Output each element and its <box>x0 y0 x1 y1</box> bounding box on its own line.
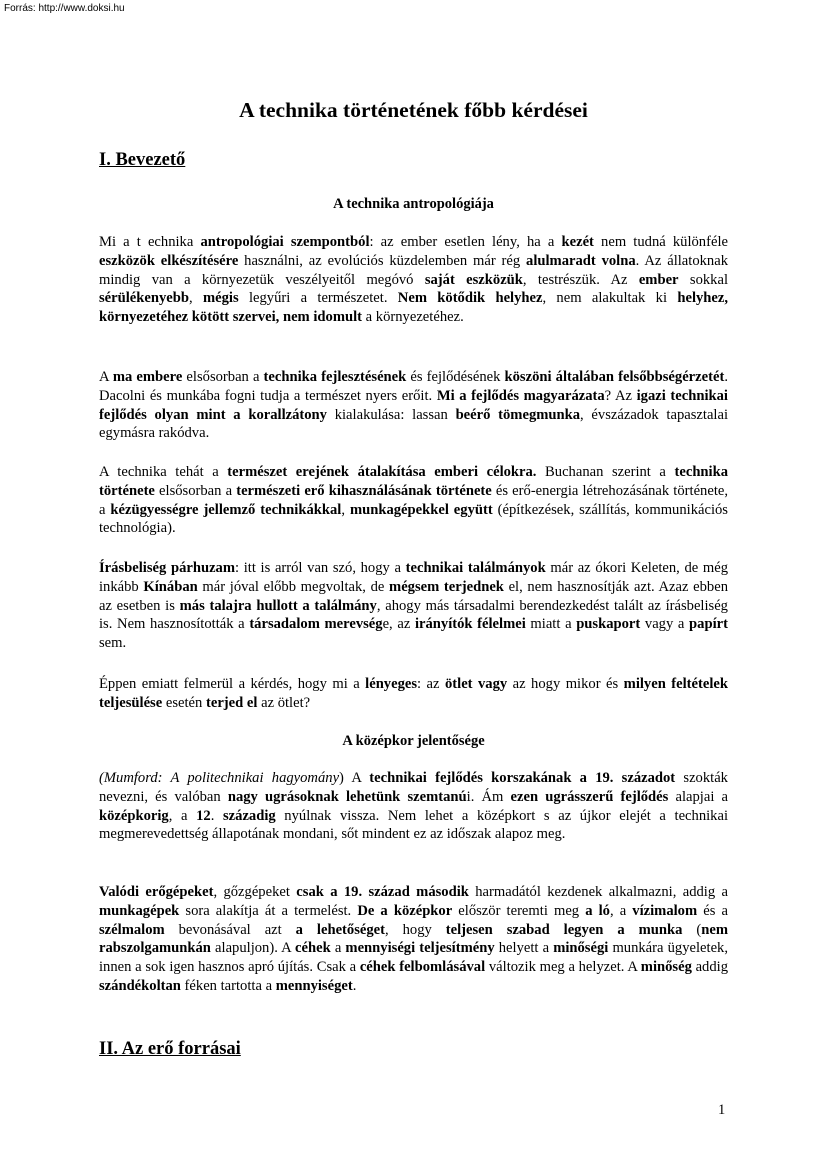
p5-run-6: esetén <box>162 694 206 711</box>
p2-run-1: ma embere <box>112 369 183 385</box>
p3-run-4: elsősorban a <box>154 482 237 499</box>
p1-run-8: . Az állatoknak mindig van a környezetük veszélyeitől megóvó <box>99 252 728 288</box>
p1-run-3: kezét <box>561 234 594 250</box>
p3-run-6: és erő-energia létrehozásának története, a <box>99 482 729 518</box>
p7-run-32: mennyiséget <box>275 977 353 994</box>
section-heading-introduction: I. Bevezető <box>99 150 186 170</box>
p3-run-1: természet erejének átalakítása emberi célokra. <box>227 464 537 480</box>
p2-run-11: beérő tömegmunka <box>455 406 581 423</box>
p7-run-12: szélmalom <box>99 921 165 938</box>
p4-run-13: miatt a <box>525 616 577 633</box>
p1-run-4: nem tudná különféle <box>593 234 728 250</box>
p7-run-24: minőségi <box>553 940 609 957</box>
paragraph-5 <box>99 675 728 713</box>
p7-run-6: De a középkor <box>357 902 453 919</box>
p2-run-6: . Dacolni és munkába fogni tudja a természet nyers erőit. <box>99 369 728 404</box>
p7-run-15: , hogy <box>385 921 446 938</box>
p5-run-3: ötlet vagy <box>444 676 508 692</box>
p7-run-13: bevonásával azt <box>164 921 296 938</box>
p1-run-16: legyűri a természetet. <box>238 290 398 307</box>
p1-run-10: , testrészük. Az <box>522 271 639 288</box>
p1-run-7: alulmaradt volna <box>526 252 636 269</box>
p4-run-17: sem. <box>99 635 127 652</box>
p2-run-7: Mi a fejlődés magyarázata <box>436 387 605 404</box>
p1-run-14: , <box>189 290 203 307</box>
p1-run-15: mégis <box>202 290 239 307</box>
p5-run-8: az ötlet? <box>257 694 311 711</box>
p6-run-2: technikai fejlődés korszakának a 19. századot <box>369 770 676 786</box>
p2-run-8: ? Az <box>604 387 637 404</box>
p6-run-12: századig <box>222 807 276 824</box>
p6-run-8: középkorig <box>99 807 169 824</box>
p4-run-1: : itt is arról van szó, hogy a <box>235 560 406 576</box>
p3-run-3: technika története <box>99 464 729 499</box>
p3-run-2: Buchanan szerint a <box>536 464 675 480</box>
p7-run-18: nem rabszolgamunkán <box>99 921 728 957</box>
paragraph-6 <box>99 769 728 844</box>
p7-run-30: szándékoltan <box>99 977 181 994</box>
p6-run-1: ) A <box>339 770 370 786</box>
p4-run-16: papírt <box>689 616 728 633</box>
p7-run-33: . <box>352 977 357 994</box>
p4-run-12: irányítók félelmei <box>414 616 526 633</box>
p6-run-4: nagy ugrásoknak lehetünk szemtanú <box>227 788 467 805</box>
p7-run-19: alapuljon). A <box>210 940 296 957</box>
p4-run-7: el, nem hasznosítják azt. Azaz ebben az esetben is <box>99 578 728 614</box>
p3-run-5: természeti erő kihasználásának története <box>236 482 492 499</box>
p4-run-11: e, az <box>382 616 415 633</box>
p1-run-2: : az ember esetlen lény, ha a <box>369 234 562 250</box>
p6-run-11: . <box>210 807 223 824</box>
p2-run-4: és fejlődésének <box>406 369 505 385</box>
p6-run-10: 12 <box>196 807 211 824</box>
p6-run-0: (Mumford: A politechnikai hagyomány <box>99 770 340 786</box>
p3-run-8: , <box>341 501 350 518</box>
p2-run-12: , évszázadok tapasztalai egymásra rakódva. <box>99 406 729 442</box>
p2-run-0: A <box>99 369 113 385</box>
p3-run-0: A technika tehát a <box>99 464 228 480</box>
paragraph-2 <box>99 368 728 443</box>
p7-run-25: munkára ügyeletek, innen a sok igen hasznos apró újítás. Csak a <box>99 940 728 976</box>
p6-run-13: nyúlnak vissza. Nem lehet a középkort s az újkor elejét a technikai megmerevedettség állapotának mondani, sőt mindent ez az időszak alapoz meg. <box>99 807 729 843</box>
p5-run-0: Éppen emiatt felmerül a kérdés, hogy mi a <box>99 676 366 692</box>
p5-run-7: terjed el <box>205 694 258 711</box>
p7-run-9: , a <box>609 902 633 919</box>
p7-run-22: mennyiségi teljesítmény <box>345 940 495 957</box>
p4-run-4: Kínában <box>143 578 198 595</box>
p4-run-6: mégsem terjednek <box>389 578 504 595</box>
p5-run-4: az hogy mikor és <box>507 676 624 692</box>
p4-run-10: társadalom merevség <box>249 616 383 633</box>
page-number: 1 <box>718 1102 726 1118</box>
p6-run-3: szokták nevezni, és valóban <box>99 770 728 805</box>
p7-run-7: először teremti meg <box>452 902 586 919</box>
p7-run-10: vízimalom <box>632 902 698 919</box>
p7-run-29: addig <box>691 959 728 976</box>
p4-run-2: technikai találmányok <box>405 560 546 576</box>
p7-run-16: teljesen szabad legyen a munka <box>445 921 683 938</box>
p4-run-0: Írásbeliség párhuzam <box>99 560 236 576</box>
p4-run-8: más talajra hullott a találmány <box>179 597 377 614</box>
document-title: A technika történetének főbb kérdései <box>239 98 588 122</box>
p2-run-9: igazi technikai fejlődés olyan mint a korallzátony <box>99 387 728 423</box>
p2-run-3: technika fejlesztésének <box>263 369 407 385</box>
section-heading-power-sources: II. Az erő forrásai <box>99 1039 241 1059</box>
p1-run-11: ember <box>638 271 679 288</box>
p4-run-3: már az ókori Keleten, de még inkább <box>99 560 729 595</box>
p1-run-0: Mi a t echnika <box>99 234 201 250</box>
source-url: Forrás: http://www.doksi.hu <box>4 3 125 14</box>
p1-run-19: helyhez, környezetéhez kötött szervei, nem idomult <box>99 290 729 326</box>
p7-run-8: a ló <box>585 902 610 919</box>
p7-run-21: a <box>330 940 346 957</box>
p1-run-9: saját eszközük <box>424 271 523 288</box>
p4-run-9: , ahogy más társadalmi berendezkedést talált az írásbeliség is. Nem hasznosították a <box>99 597 728 633</box>
p2-run-5: köszöni általában felsőbbségérzetét <box>504 369 725 385</box>
paragraph-7 <box>99 883 728 996</box>
p6-run-7: alapjai a <box>668 788 729 805</box>
p5-run-1: lényeges <box>365 676 418 692</box>
p1-run-5: eszközök elkészítésére <box>99 252 239 269</box>
p7-run-0: Valódi erőgépeket <box>99 884 214 900</box>
p7-run-31: féken tartotta a <box>180 977 276 994</box>
subsection-heading-anthropology: A technika antropológiája <box>333 196 494 212</box>
p7-run-28: minőség <box>640 959 692 976</box>
p2-run-2: elsősorban a <box>182 369 264 385</box>
p1-run-17: Nem kötődik helyhez <box>397 290 543 307</box>
p1-run-12: sokkal <box>678 271 728 288</box>
p7-run-20: céhek <box>295 940 331 957</box>
p4-run-5: már jóval előbb megvoltak, de <box>197 578 390 595</box>
p3-run-7: kézügyességre jellemző technikákkal <box>110 501 342 518</box>
p6-run-9: , a <box>168 807 197 824</box>
p7-run-1: , gőzgépeket <box>213 884 297 900</box>
p2-run-10: kialakulása: lassan <box>326 406 456 423</box>
p6-run-6: ezen ugrásszerű fejlődés <box>510 788 669 805</box>
p1-run-1: antropológiai szempontból <box>200 234 370 250</box>
p4-run-14: puskaport <box>576 616 641 633</box>
p1-run-13: sérülékenyebb <box>99 290 189 307</box>
p1-run-6: használni, az evolúciós küzdelemben már rég <box>238 252 527 269</box>
p5-run-5: milyen feltételek teljesülése <box>99 676 728 711</box>
paragraph-3 <box>99 463 728 538</box>
subsection-heading-middle-ages: A középkor jelentősége <box>342 733 485 749</box>
p1-run-18: , nem alakultak ki <box>542 290 678 307</box>
p1-run-20: a környezetéhez. <box>362 309 464 326</box>
paragraph-1 <box>99 233 728 327</box>
p7-run-2: csak a 19. század második <box>296 884 469 900</box>
p7-run-3: harmadától kezdenek alkalmazni, addig a <box>468 884 728 900</box>
p7-run-14: a lehetőséget <box>295 921 385 938</box>
p7-run-5: sora alakítja át a termelést. <box>179 902 358 919</box>
p3-run-9: munkagépekkel együtt <box>349 501 493 518</box>
p4-run-15: vagy a <box>640 616 690 633</box>
p7-run-17: ( <box>682 921 702 938</box>
p7-run-4: munkagépek <box>99 902 180 919</box>
p7-run-11: és a <box>697 902 728 919</box>
p7-run-23: helyett a <box>494 940 554 957</box>
p7-run-27: változik meg a helyzet. A <box>485 959 641 976</box>
paragraph-4 <box>99 559 728 653</box>
p5-run-2: : az <box>417 676 445 692</box>
p6-run-5: i. Ám <box>466 788 511 805</box>
p3-run-10: (építkezések, szállítás, kommunikációs technológia). <box>99 501 728 537</box>
p7-run-26: céhek felbomlásával <box>359 959 486 976</box>
